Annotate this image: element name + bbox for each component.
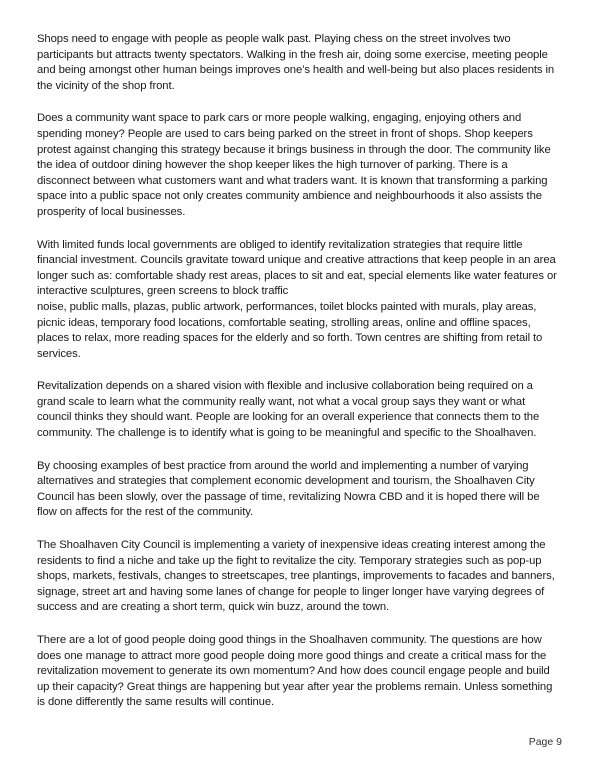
paragraph-shared-vision: Revitalization depends on a shared vision with flexible and inclusive collaboration being required on a grand scale to learn what the community really want, not what a vocal group says they want or what council thinks they should want. People are looking for an overall experience that connects them to the community. The challenge is to identify what is going to be meaningful and specific to the Shoalhaven. [37, 380, 540, 440]
paragraph-good-people: There are a lot of good people doing good things in the Shoalhaven community. The questions are how does one manage to attract more good people doing more good things and create a critical mass for the revitalization movement to generate its own momentum? And how does council engage people and build up their capacity? Great things are happening but year after year the problems remain. Unless something is done differently the same results will continue. [37, 634, 553, 709]
paragraph-limited-funds: With limited funds local governments are obliged to identify revitalization strategies that require little financial investment. Councils gravitate toward unique and creative attractions that keep people in an area longer such as: comfortable shady rest areas, places to sit and eat, special elements like water features or interactive sculptures, green screens to block traffic noise, public malls, plazas, public artwork, performances, toilet blocks painted with murals, play areas, picnic ideas, temporary food locations, comfortable seating, strolling areas, online and offline spaces, places to relax, more reading spaces for the elderly and so forth. Town centres are shifting from retail to services. [37, 238, 557, 360]
paragraph-council-ideas: The Shoalhaven City Council is implementing a variety of inexpensive ideas creating interest among the residents to find a niche and take up the fight to revitalize the city. Temporary strategies such as pop-up shops, markets, festivals, changes to streetscapes, tree plantings, improvements to facades and banners, signage, street art and having some lanes of change for people to linger longer have varying degrees of success and are creating a short term, quick win buzz, around the town. [37, 539, 555, 614]
paragraph-shops-engagement: Shops need to engage with people as people walk past. Playing chess on the street involves two participants but attracts twenty spectators. Walking in the fresh air, doing some exercise, meeting people and being amongst other human beings improves one’s health and well-being but also places residents in the vicinity of the shop front. [37, 33, 555, 92]
paragraph-best-practice: By choosing examples of best practice from around the world and implementing a number of varying alternatives and strategies that complement economic development and tourism, the Shoalhaven City Council has been slowly, over the passage of time, revitalizing Nowra CBD and it is hoped there will be flow on affects for the rest of the community. [37, 459, 540, 519]
page-number: Page 9 [528, 736, 562, 748]
paragraph-parking-vs-people: Does a community want space to park cars or more people walking, engaging, enjoying others and spending money? People are used to cars being parked on the street in front of shops. Shop keepers protest against changing this strategy because it brings business in through the door. The community like the idea of outdoor dining however the shop keeper likes the high turnover of parking. There is a disconnect between what customers want and what traders want. It is known that transforming a parking space into a public space not only creates community ambience and neighbourhoods it also assists the prosperity of local businesses. [37, 112, 551, 218]
